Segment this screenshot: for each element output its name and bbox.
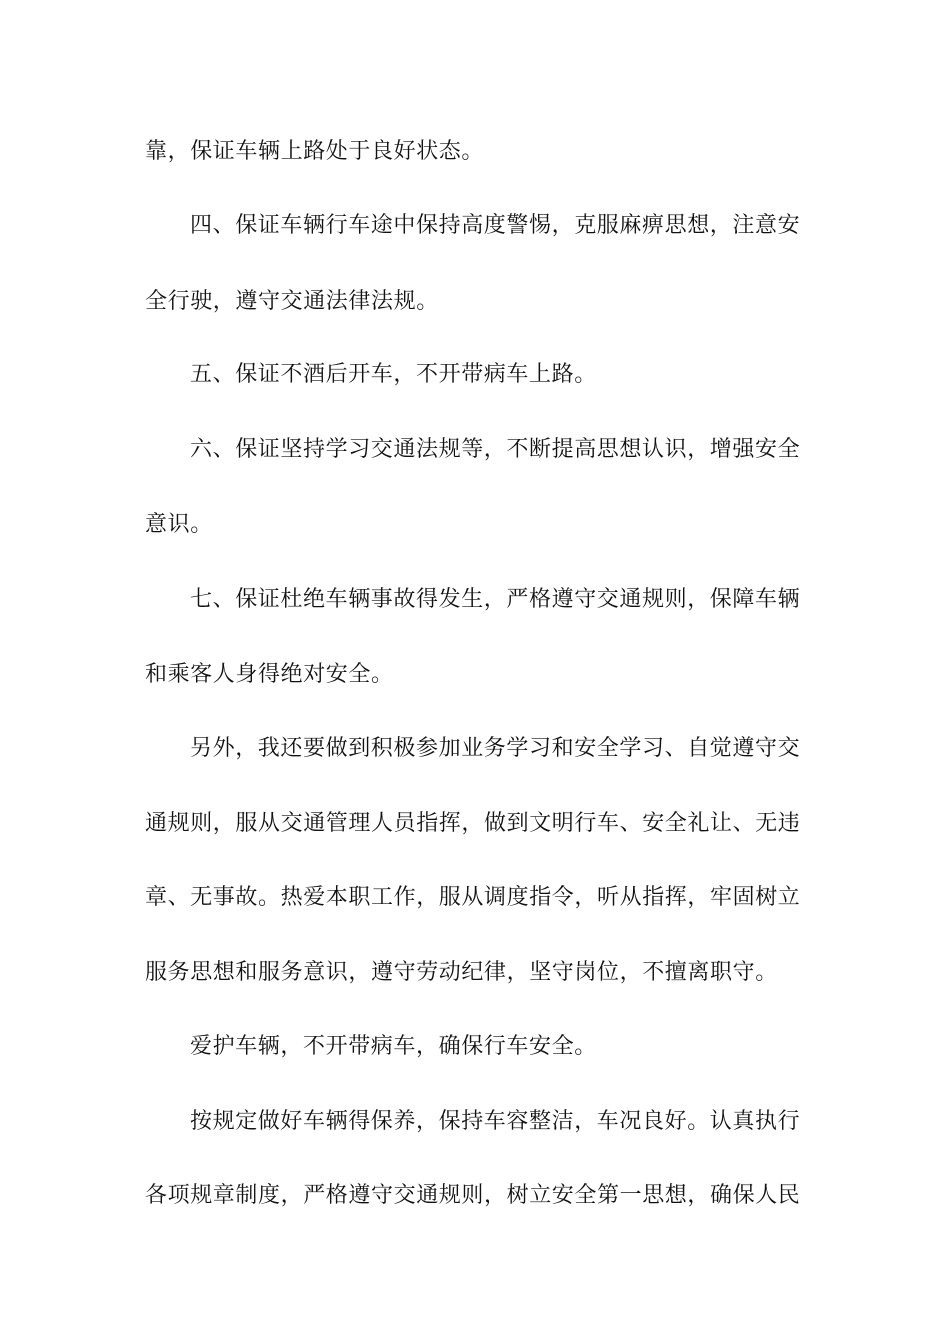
paragraph-start-line: 四、保证车辆行车途中保持高度警惕，克服麻痹思想，注意安	[190, 213, 801, 238]
paragraph-start-line: 五、保证不酒后开车，不开带病车上路。	[190, 362, 597, 387]
text-line: 意识。	[145, 512, 213, 537]
text-line: 服务思想和服务意识，遵守劳动纪律，坚守岗位，不擅离职守。	[145, 960, 778, 985]
paragraph-start-line: 爱护车辆，不开带病车，确保行车安全。	[190, 1034, 597, 1059]
text-line: 通规则，服从交通管理人员指挥，做到文明行车、安全礼让、无违	[145, 811, 801, 836]
text-line: 全行驶，遵守交通法律法规。	[145, 289, 439, 314]
paragraph-start-line: 按规定做好车辆得保养，保持车容整洁，车况良好。认真执行	[190, 1109, 801, 1134]
paragraph-start-line: 另外，我还要做到积极参加业务学习和安全学习、自觉遵守交	[190, 736, 801, 761]
text-line: 和乘客人身得绝对安全。	[145, 662, 394, 687]
paragraph-start-line: 六、保证坚持学习交通法规等，不断提高思想认识，增强安全	[190, 437, 801, 462]
text-line: 章、无事故。热爱本职工作，服从调度指令，听从指挥，牢固树立	[145, 885, 801, 910]
text-line: 靠，保证车辆上路处于良好状态。	[145, 139, 485, 164]
text-line: 各项规章制度，严格遵守交通规则，树立安全第一思想，确保人民	[145, 1183, 801, 1208]
paragraph-start-line: 七、保证杜绝车辆事故得发生，严格遵守交通规则，保障车辆	[190, 587, 801, 612]
